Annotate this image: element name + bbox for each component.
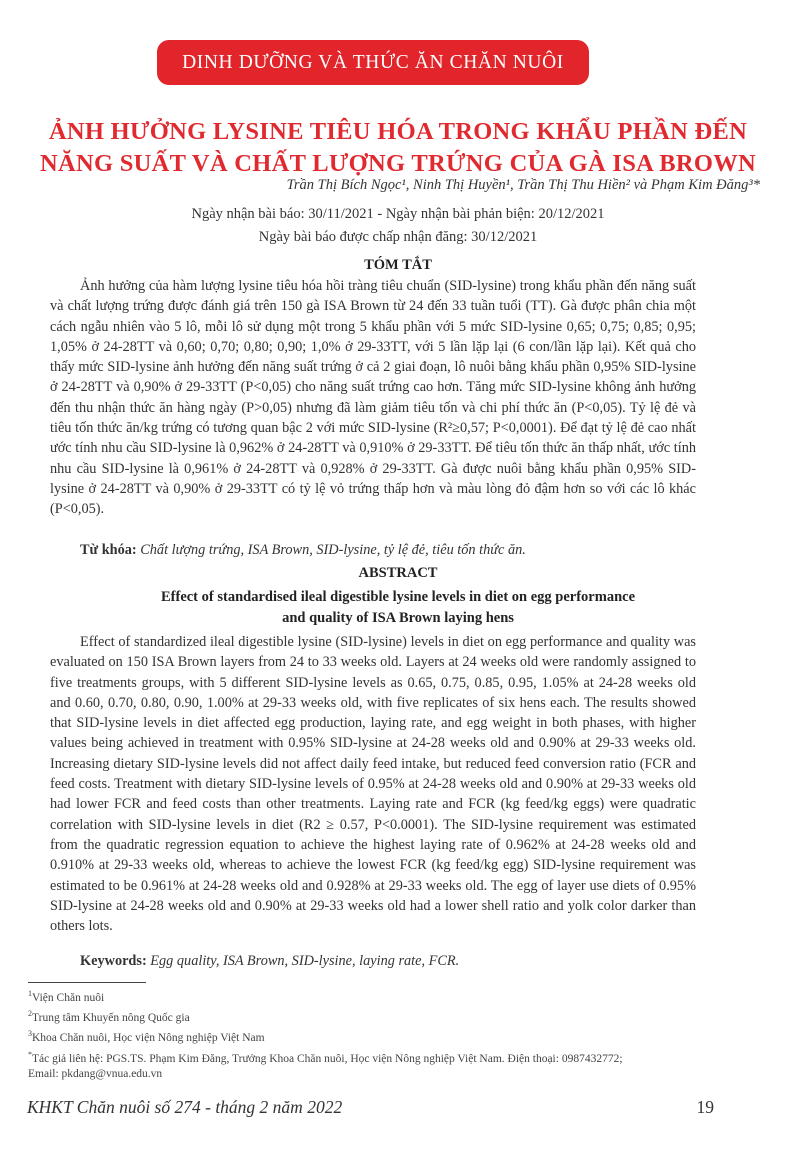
footnote-email: Email: pkdang@vnua.edu.vn	[28, 1067, 163, 1080]
date-accepted: Ngày bài báo được chấp nhận đăng: 30/12/2021	[258, 229, 538, 245]
keywords-en	[80, 953, 459, 970]
footnote-corresponding: *Tác giả liên hệ: PGS.TS. Phạm Kim Đăng, Trưởng Khoa Chăn nuôi, Học viện Nông nghiệp Việt Nam. Điện thoại: 0987432772;	[28, 1049, 623, 1065]
summary-vi-text	[50, 276, 696, 520]
authors: Trần Thị Bích Ngọc¹, Ninh Thị Huyền¹, Trần Thị Thu Hiền² và Phạm Kim Đăng³*	[286, 177, 760, 193]
footnote-3: $^3$Khoa Chăn nuôi, Học viện Nông nghiệp Việt Nam	[28, 1029, 265, 1045]
keywords-en-list: Egg quality, ISA Brown, SID-lysine, laying rate, FCR.	[150, 953, 460, 969]
date-received: Ngày nhận bài báo: 30/11/2021 - Ngày nhận bài phản biện: 20/12/2021	[191, 206, 605, 222]
abstract-heading: ABSTRACT	[358, 565, 438, 581]
footnotes	[28, 986, 768, 1082]
keywords-vi-list: Chất lượng trứng, ISA Brown, SID-lysine, tỷ lệ đẻ, tiêu tốn thức ăn.	[140, 542, 526, 558]
footnote-2: $^2$Trung tâm Khuyến nông Quốc gia	[28, 1009, 190, 1025]
summary-heading: TÓM TẮT	[364, 257, 432, 273]
keywords-vi-label: Từ khóa:	[80, 542, 137, 558]
section-label: DINH DƯỠNG VÀ THỨC ĂN CHĂN NUÔI	[182, 52, 564, 73]
english-title	[0, 587, 796, 629]
english-title-line-1: Effect of standardised ileal digestible lysine levels in diet on egg performance	[160, 589, 636, 605]
abstract-en-text	[50, 632, 696, 936]
footnote-1: $^1$Viện Chăn nuôi	[28, 989, 105, 1004]
summary-vi-paragraph: Ảnh hưởng của hàm lượng lysine tiêu hóa hồi tràng tiêu chuẩn (SID-lysine) trong khẩu phần đến năng suất và chất lượng trứng được đánh giá trên 150 gà ISA Brown từ 24 đến 33 tuần tuổi (TT). Gà được phân chia một cách ngẫu nhiên vào 5 lô, mỗi lô sử dụng một trong 5 khẩu phần với 5 mức SID-lysine 0,65; 0,75; 0,85; 0,95; 1,05% ở 24-28TT và 0,60; 0,70; 0,80; 0,90; 1,0% ở 29-33TT, với 5 lần lặp lại (6 con/lần lặp lại). Kết quả cho thấy mức SID-lysine ảnh hưởng đến năng suất trứng ở cả 2 giai đoạn, lô nuôi bằng khẩu phần 0,95% SID-lysine ở 24-28TT và 0,90% ở 29-33TT (P<0,05) cho năng suất trứng cao hơn. Tăng mức SID-lysine không ảnh hưởng đến thu nhận thức ăn hàng ngày (P>0,05) nhưng đã làm giảm tiêu tốn và chi phí thức ăn (P<0,05). Tỷ lệ đẻ và tiêu tốn thức ăn/kg trứng có tương quan bậc 2 với mức SID-lysine (R²≥0,57; P<0,0001). Để đạt tỷ lệ đẻ cao nhất ước tính nhu cầu SID-lysine là 0,962% ở 24-28TT và 0,910% ở 29-33TT. Để tiêu tốn thức ăn thấp nhất, ước tính nhu cầu SID-lysine là 0,961% ở 24-28TT và 0,928% ở 29-33TT. Gà được nuôi bằng khẩu phần 0,95% SID-lysine ở 24-28TT và 0,90% ở 29-33TT có tỷ lệ vỏ trứng thấp hơn và màu lòng đỏ đậm hơn so với các lô khác (P<0,05).	[50, 278, 696, 518]
title-line-2: NĂNG SUẤT VÀ CHẤT LƯỢNG TRỨNG CỦA GÀ ISA BROWN	[40, 150, 757, 177]
title-line-1: ẢNH HƯỞNG LYSINE TIÊU HÓA TRONG KHẨU PHẦN ĐẾN	[48, 118, 748, 145]
keywords-en-label: Keywords:	[80, 953, 147, 969]
footnote-divider	[28, 982, 146, 983]
article-title	[40, 116, 756, 180]
section-banner	[157, 40, 589, 85]
page-number: 19	[696, 1097, 714, 1117]
abstract-en-paragraph: Effect of standardized ileal digestible lysine (SID-lysine) levels in diet on egg performance and quality was evaluated on 150 ISA Brown layers from 24 to 33 weeks old. Layers at 24 weeks old were randomly assigned to five treatments groups, with 5 different SID-lysine levels as 0.65, 0.75, 0.85, 0.95, 1.05% at 24-28 weeks old and 0.60, 0.70, 0.80, 0.90, 1.00% at 29-33 weeks old, with five replicates of six hens each. The results showed that SID-lysine levels in diet affected egg production, laying rate, and egg weight in both phases, with higher values being achieved in treatment with 0.95% SID-lysine at 24-28 weeks old and 0.90% at 29-33 weeks old. Increasing dietary SID-lysine levels did not affect daily feed intake, but reduced feed conversion ratio (FCR and feed costs. Treatment with dietary SID-lysine levels of 0.95% at 24-28 weeks old and 0.90% at 29-33 weeks old had lower FCR and feed costs than other treatments. Laying rate and FCR (kg feed/kg eggs) were quadratic correlation with SID-lysine levels in diet (R2 ≥ 0.57, P<0.0001). The SID-lysine requirement was estimated from the quadratic regression equation to achieve the highest laying rate of 0.962% at 24-28 weeks old and 0.910% at 29-33 weeks old, whereas to achieve the lowest FCR (kg feed/kg egg) SID-lysine requirement was estimated to be 0.961% at 24-28 weeks old and 0.928% at 29-33 weeks old. The egg of layer use diets of 0.95% SID-lysine at 24-28 weeks old and 0.90% at 29-33 weeks old had a lower shell ratio and yolk color darker than others lots.	[50, 634, 696, 935]
publication-dates	[0, 203, 796, 249]
journal-footer: KHKT Chăn nuôi số 274 - tháng 2 năm 2022	[27, 1097, 343, 1117]
keywords-vi	[80, 542, 526, 559]
english-title-line-2: and quality of ISA Brown laying hens	[282, 610, 514, 626]
